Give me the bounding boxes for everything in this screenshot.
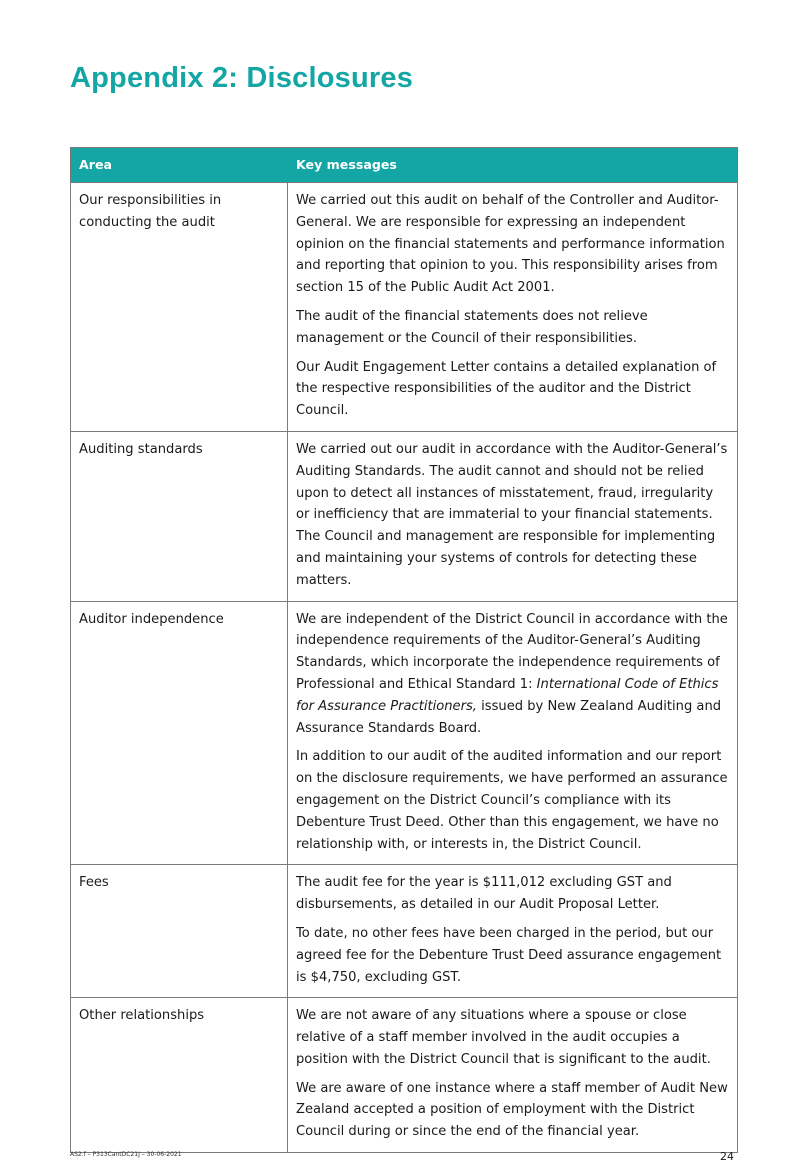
message-paragraph: The audit fee for the year is $111,012 excluding GST and disbursements, as detailed in our Audit Proposal Letter.	[296, 875, 672, 913]
message-paragraph: The audit of the financial statements does not relieve management or the Council of their responsibilities.	[296, 308, 648, 346]
message-paragraph: To date, no other fees have been charged in the period, but our agreed fee for the Debenture Trust Deed assurance engagement is $4,750, excluding GST.	[296, 925, 722, 985]
key-messages-cell	[288, 865, 738, 998]
column-header-key-messages: Key messages	[288, 148, 738, 183]
key-messages-cell	[288, 601, 738, 865]
area-cell: Other relationships	[71, 998, 288, 1153]
message-paragraph: In addition to our audit of the audited information and our report on the disclosure requirements, we have performed an assurance engagement on the District Council’s compliance with its Debenture Trust Deed. Other than this engagement, we have no relationship with, or interests in, the District Council.	[296, 749, 728, 852]
table-row	[71, 601, 738, 865]
standard-title: International Code of Ethics for Assurance Practitioners,	[296, 676, 719, 714]
table-row	[71, 865, 738, 998]
table-row	[71, 183, 738, 432]
table-header-row	[71, 148, 738, 183]
message-paragraph	[296, 609, 729, 740]
key-messages-cell	[288, 431, 738, 601]
area-cell: Auditor independence	[71, 601, 288, 865]
page-number: 24	[720, 1150, 734, 1163]
message-paragraph: Our Audit Engagement Letter contains a detailed explanation of the respective responsibilities of the auditor and the District Council.	[296, 359, 717, 419]
message-paragraph: We carried out our audit in accordance with the Auditor-General’s Auditing Standards. The audit cannot and should not be relied upon to detect all instances of misstatement, fraud, irregularity or inefficiency that are immaterial to your financial statements. The Council and management are responsible for implementing and maintaining your systems of controls for detecting these matters.	[296, 441, 728, 588]
message-text: We are independent of the District Council in accordance with the independence requirements of the Auditor-General’s Auditing Standards, which incorporate the independence requirements of Professional and Ethical Standard 1:	[296, 611, 728, 692]
key-messages-cell	[288, 998, 738, 1153]
area-cell: Fees	[71, 865, 288, 998]
message-paragraph: We are not aware of any situations where a spouse or close relative of a staff member involved in the audit occupies a position with the District Council that is significant to the audit.	[296, 1008, 711, 1067]
message-paragraph: We are aware of one instance where a staff member of Audit New Zealand accepted a position of employment with the District Council during or since the end of the financial year.	[296, 1080, 728, 1140]
message-text: issued by New Zealand Auditing and Assurance Standards Board.	[296, 698, 722, 736]
message-paragraph: We carried out this audit on behalf of the Controller and Auditor-General. We are responsible for expressing an independent opinion on the financial statements and performance information and reporting that opinion to you. This responsibility arises from section 15 of the Public Audit Act 2001.	[296, 193, 725, 296]
page-title: Appendix 2: Disclosures	[70, 62, 414, 94]
table-row	[71, 431, 738, 601]
area-cell: Auditing standards	[71, 431, 288, 601]
table-row	[71, 998, 738, 1153]
column-header-area: Area	[71, 148, 288, 183]
disclosures-table	[70, 147, 738, 1153]
document-reference: AS2.f – P313CantDC21J – 30-06-2021	[70, 1151, 182, 1158]
area-cell: Our responsibilities in conducting the audit	[71, 183, 288, 432]
key-messages-cell	[288, 183, 738, 432]
